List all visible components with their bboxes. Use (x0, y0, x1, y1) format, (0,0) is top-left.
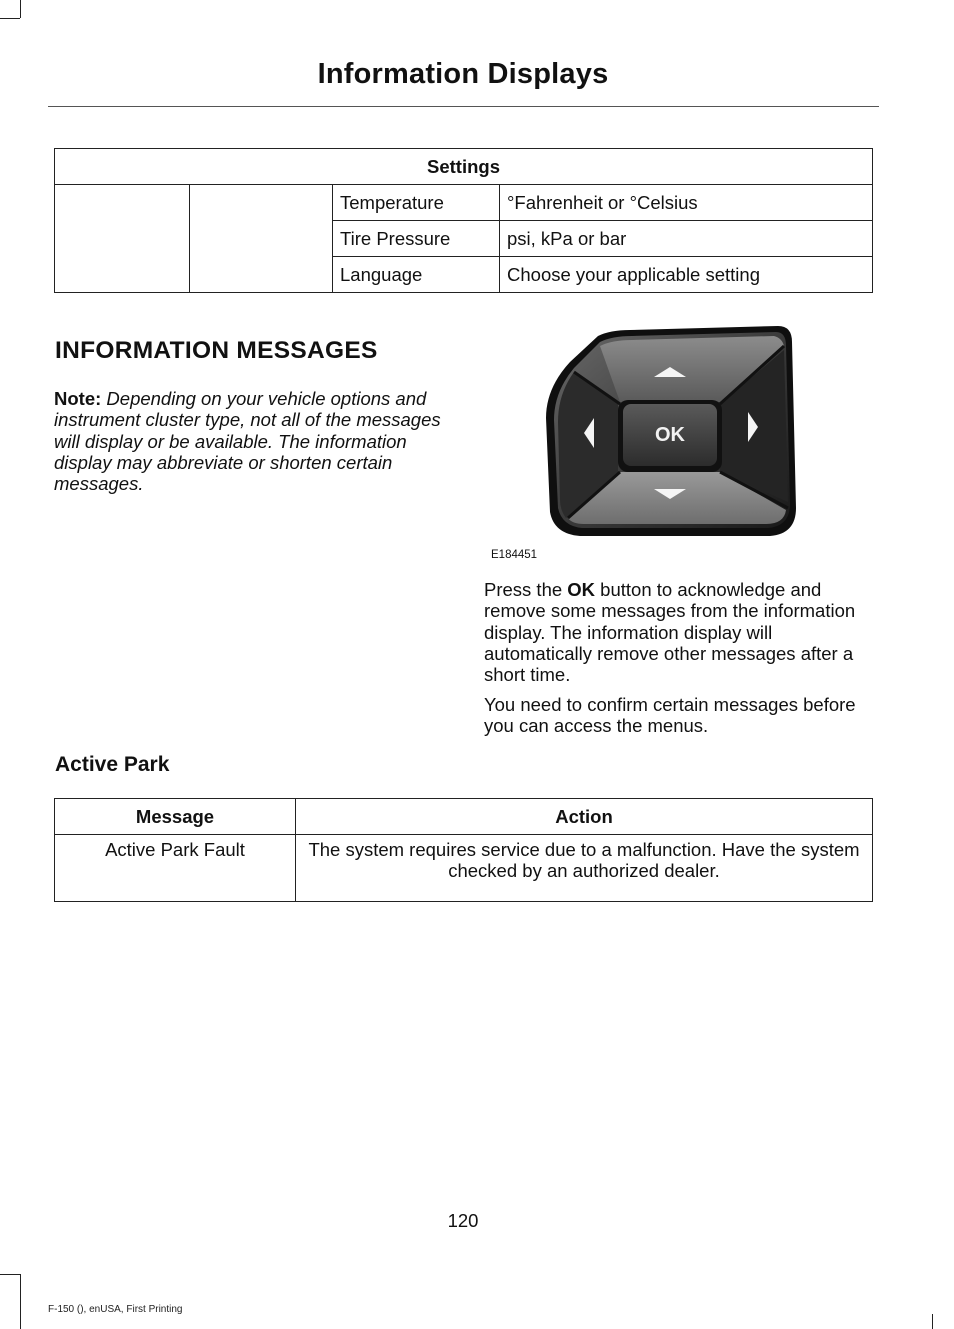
column-header-action: Action (296, 799, 873, 835)
ok-button-label: OK (655, 424, 685, 446)
table-header-row (55, 799, 873, 835)
table-row (55, 185, 873, 221)
page-title: Information Displays (317, 58, 609, 90)
note (54, 388, 444, 494)
title-divider (48, 106, 879, 107)
setting-item: Temperature (333, 185, 500, 221)
settings-table (54, 148, 873, 293)
column-header-message: Message (55, 799, 296, 835)
setting-value: Choose your applicable setting (500, 257, 873, 293)
figure-id: E184451 (491, 549, 538, 561)
table-row (55, 835, 873, 902)
crop-mark (932, 1314, 933, 1329)
action-cell: The system requires service due to a malfunction. Have the system checked by an authorized dealer. (296, 835, 873, 902)
confirm-paragraph: You need to confirm certain messages before you can access the menus. (484, 694, 856, 737)
crop-mark (0, 1274, 20, 1275)
setting-value: °Fahrenheit or °Celsius (500, 185, 873, 221)
crop-mark (20, 1274, 21, 1329)
note-label: Note: (54, 388, 102, 409)
crop-mark (20, 0, 21, 18)
note-text: Depending on your vehicle options and instrument cluster type, not all of the messages will display or be available. The information display may abbreviate or shorten certain messages. (54, 388, 441, 495)
settings-table-header: Settings (55, 149, 873, 185)
active-park-table (54, 798, 873, 902)
para-text: Press the (484, 579, 568, 600)
page-number: 120 (447, 1210, 479, 1231)
empty-cell (190, 185, 333, 293)
message-cell: Active Park Fault (55, 835, 296, 902)
section-heading: INFORMATION MESSAGES (55, 337, 378, 364)
setting-item: Language (333, 257, 500, 293)
table-header-row (55, 149, 873, 185)
five-way-control-icon (540, 322, 800, 544)
edition-footer: F-150 (), enUSA, First Printing (48, 1304, 183, 1315)
setting-value: psi, kPa or bar (500, 221, 873, 257)
setting-item: Tire Pressure (333, 221, 500, 257)
empty-cell (55, 185, 190, 293)
para-text: button to acknowledge and remove some messages from the information display. The information display will automatically remove other messages after a short time. (484, 579, 856, 686)
crop-mark (0, 18, 20, 19)
subsection-heading: Active Park (55, 753, 170, 776)
ok-instruction-paragraph (484, 579, 876, 685)
ok-emphasis: OK (567, 579, 596, 600)
steering-wheel-ok-button-figure (540, 322, 800, 544)
